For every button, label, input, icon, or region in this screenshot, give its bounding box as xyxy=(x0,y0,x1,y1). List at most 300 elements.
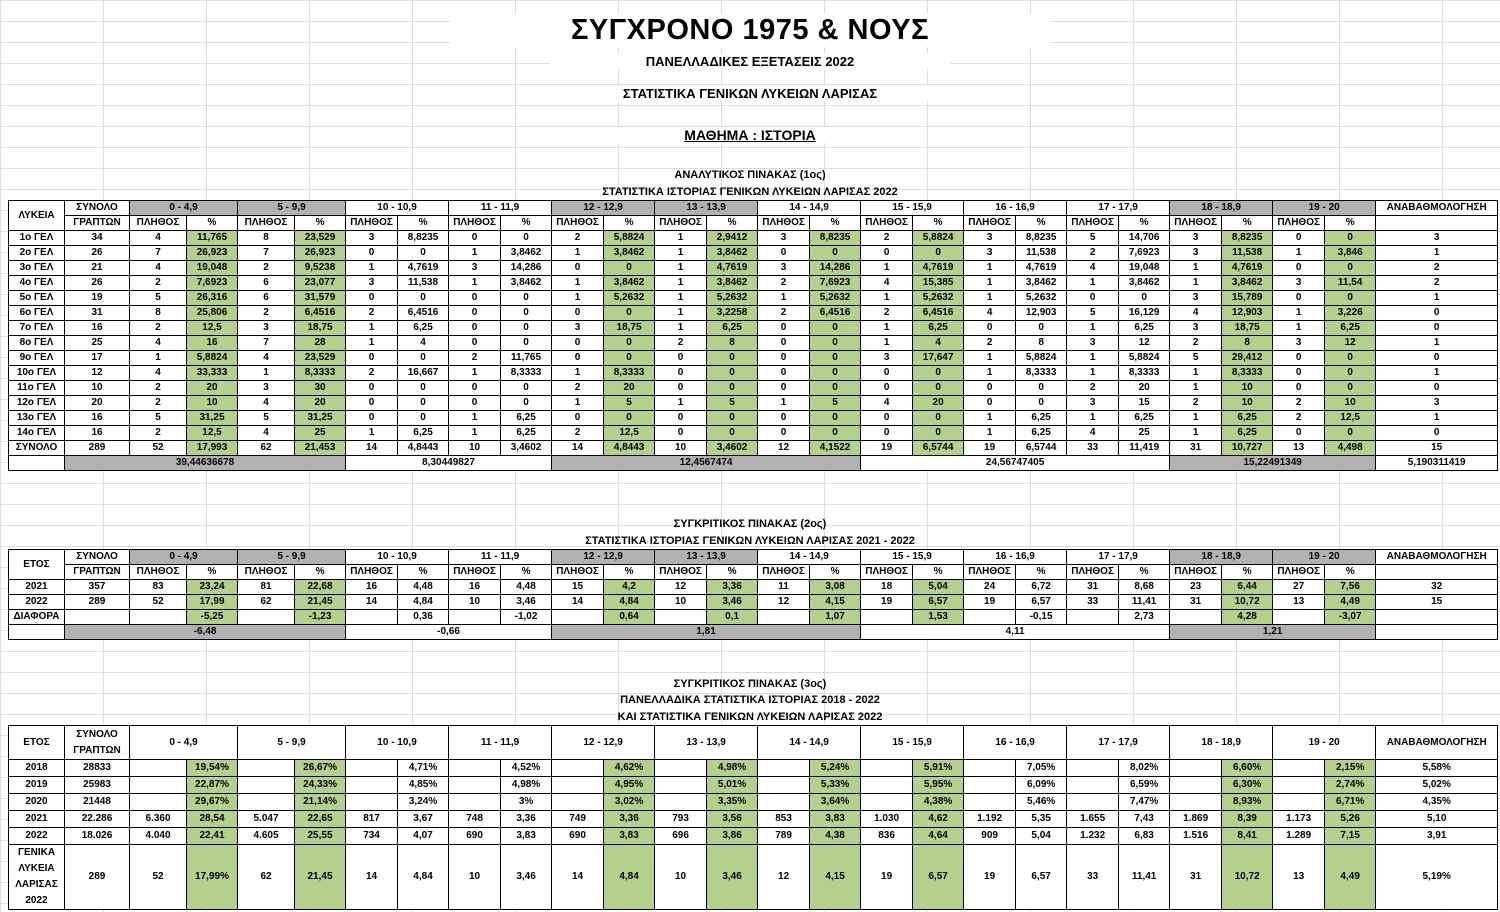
pct-cell: 3,67 xyxy=(398,811,449,828)
count-header: ΠΛΗΘΟΣ xyxy=(861,565,913,580)
count-cell: 10 xyxy=(449,441,501,456)
pct-cell: 8,3333 xyxy=(1016,366,1067,381)
blank-cell xyxy=(655,610,707,625)
count-cell: 0 xyxy=(552,411,604,426)
range-header: 17 - 17,9 xyxy=(1067,550,1170,565)
count-cell: 10 xyxy=(655,595,707,610)
pct-cell: 6,44 xyxy=(1222,580,1273,595)
pct-cell: 12 xyxy=(1325,336,1376,351)
count-header: ΠΛΗΘΟΣ xyxy=(346,565,398,580)
comparison-table-2021-2022 xyxy=(8,549,1498,640)
count-cell: 690 xyxy=(449,828,501,845)
count-cell: 8 xyxy=(130,306,187,321)
count-cell: 2 xyxy=(758,306,810,321)
table-row xyxy=(9,595,1498,610)
count-cell: 0 xyxy=(449,291,501,306)
pct-cell: 6,4516 xyxy=(295,306,346,321)
pct-cell: 0 xyxy=(1325,426,1376,441)
total-cell: 289 xyxy=(65,845,130,910)
count-cell xyxy=(449,760,501,777)
subheader-row xyxy=(9,565,1498,580)
total-header xyxy=(65,726,130,760)
count-cell: 4 xyxy=(130,231,187,246)
count-cell: 10 xyxy=(655,845,707,910)
count-cell: 1 xyxy=(655,321,707,336)
total-header-l2: ΓΡΑΠΤΩΝ xyxy=(65,216,130,231)
pct-cell: 6,25 xyxy=(501,426,552,441)
pct-cell: 5 xyxy=(810,396,861,411)
count-cell: 1 xyxy=(758,291,810,306)
pct-cell: 0 xyxy=(604,336,655,351)
count-cell: 12 xyxy=(758,441,810,456)
pct-cell: 4,8443 xyxy=(604,441,655,456)
pct-cell: 4,48 xyxy=(501,580,552,595)
range-header: 18 - 18,9 xyxy=(1170,726,1273,760)
pct-cell: 14,706 xyxy=(1119,231,1170,246)
table-row xyxy=(9,396,1498,411)
count-cell: 5 xyxy=(238,411,295,426)
count-cell: 3 xyxy=(1170,231,1222,246)
pct-cell: 10 xyxy=(1325,396,1376,411)
pct-cell: 0 xyxy=(501,336,552,351)
pct-header: % xyxy=(295,216,346,231)
pct-cell: 0 xyxy=(810,381,861,396)
reassess-cell: 0 xyxy=(1376,381,1498,396)
count-header: ΠΛΗΘΟΣ xyxy=(552,565,604,580)
pct-cell: 4,2 xyxy=(604,580,655,595)
row-label: 2022 xyxy=(9,595,65,610)
pct-cell: 4,7619 xyxy=(707,261,758,276)
pct-cell: 4,15 xyxy=(810,595,861,610)
count-header: ΠΛΗΘΟΣ xyxy=(238,216,295,231)
pct-cell: 0 xyxy=(1016,396,1067,411)
pct-cell: 0 xyxy=(810,426,861,441)
table-row xyxy=(9,246,1498,261)
pct-cell: 4,62% xyxy=(604,760,655,777)
count-cell xyxy=(1067,760,1119,777)
pct-cell: 3,02% xyxy=(604,794,655,811)
range-header: 18 - 18,9 xyxy=(1170,201,1273,216)
exam-subtitle: ΠΑΝΕΛΛΑΔΙΚΕΣ ΕΞΕΤΑΣΕΙΣ 2022 xyxy=(550,54,950,69)
pct-cell: 3,36 xyxy=(501,811,552,828)
blank-cell xyxy=(346,610,398,625)
count-cell: 2 xyxy=(130,381,187,396)
pct-cell: 3,8462 xyxy=(1222,276,1273,291)
count-cell xyxy=(449,777,501,794)
count-cell: 1 xyxy=(346,336,398,351)
count-cell: 0 xyxy=(861,426,913,441)
count-header: ΠΛΗΘΟΣ xyxy=(655,565,707,580)
pct-cell: 3,846 xyxy=(1325,246,1376,261)
summary-blank xyxy=(9,456,65,471)
pct-cell: 5 xyxy=(707,396,758,411)
table-row xyxy=(9,336,1498,351)
count-cell: 3 xyxy=(758,231,810,246)
pct-cell: 6,5744 xyxy=(913,441,964,456)
count-cell: 0 xyxy=(552,261,604,276)
summary-row xyxy=(9,625,1498,640)
count-cell: 1 xyxy=(1067,276,1119,291)
count-cell: 10 xyxy=(449,845,501,910)
count-cell: 0 xyxy=(861,366,913,381)
summary-cell: 4,11 xyxy=(861,625,1170,640)
pct-cell: 14,286 xyxy=(501,261,552,276)
count-header: ΠΛΗΘΟΣ xyxy=(861,216,913,231)
table-row xyxy=(9,276,1498,291)
pct-header: % xyxy=(1119,565,1170,580)
count-cell: 0 xyxy=(1273,366,1325,381)
pct-cell: 4,98% xyxy=(501,777,552,794)
pct-cell: 31,579 xyxy=(295,291,346,306)
total-cell: 16 xyxy=(65,411,130,426)
count-cell: 4 xyxy=(238,351,295,366)
count-cell xyxy=(449,794,501,811)
count-cell: 836 xyxy=(861,828,913,845)
pct-header: % xyxy=(1222,216,1273,231)
row-label: 3ο ΓΕΛ xyxy=(9,261,65,276)
row-label: 6ο ΓΕΛ xyxy=(9,306,65,321)
count-cell: 1 xyxy=(346,261,398,276)
total-header-l2: ΓΡΑΠΤΩΝ xyxy=(65,565,130,580)
pct-cell: 3,64% xyxy=(810,794,861,811)
row-label: ΣΥΝΟΛΟ xyxy=(9,441,65,456)
count-cell: 0 xyxy=(346,291,398,306)
reassess-cell: 3,91 xyxy=(1376,828,1498,845)
pct-cell: 16,667 xyxy=(398,366,449,381)
pct-cell: 6,83 xyxy=(1119,828,1170,845)
pct-cell: 8,8235 xyxy=(1016,231,1067,246)
count-cell: 0 xyxy=(758,411,810,426)
pct-cell: 0 xyxy=(501,381,552,396)
pct-cell: 24,33% xyxy=(295,777,346,794)
count-cell: 19 xyxy=(861,595,913,610)
count-cell: 3 xyxy=(449,261,501,276)
pct-cell: 0 xyxy=(398,381,449,396)
pct-cell: 8 xyxy=(1016,336,1067,351)
table3-caption2: ΠΑΝΕΛΛΑΔΙΚΑ ΣΤΑΤΙΣΤΙΚΑ ΙΣΤΟΡΙΑΣ 2018 - 2022 xyxy=(620,694,880,706)
summary-cell: 8,30449827 xyxy=(346,456,552,471)
pct-cell: 5,2632 xyxy=(913,291,964,306)
count-cell: 2 xyxy=(758,276,810,291)
diff-cell: -0,15 xyxy=(1016,610,1067,625)
pct-cell: 21,453 xyxy=(295,441,346,456)
blank-cell xyxy=(130,610,187,625)
pct-cell: 3,46 xyxy=(707,595,758,610)
count-cell xyxy=(964,794,1016,811)
reassess-cell: 5,58% xyxy=(1376,760,1498,777)
pct-cell: 3,08 xyxy=(810,580,861,595)
reassess-cell: 1 xyxy=(1376,336,1498,351)
count-cell: 3 xyxy=(238,321,295,336)
pct-cell: 3,83 xyxy=(604,828,655,845)
pct-cell: 4,7619 xyxy=(1222,261,1273,276)
range-header: 19 - 20 xyxy=(1273,726,1376,760)
pct-cell: 12,5 xyxy=(604,426,655,441)
pct-cell: 11,41 xyxy=(1119,595,1170,610)
pct-header: % xyxy=(501,565,552,580)
subheader-row xyxy=(9,216,1498,231)
pct-cell: 5,8824 xyxy=(1119,351,1170,366)
pct-cell: 0 xyxy=(913,426,964,441)
blank-cell xyxy=(1273,610,1325,625)
count-cell: 14 xyxy=(346,595,398,610)
count-header: ΠΛΗΘΟΣ xyxy=(1067,565,1119,580)
count-cell xyxy=(1170,777,1222,794)
pct-cell: 5,8824 xyxy=(187,351,238,366)
count-cell: 0 xyxy=(758,366,810,381)
count-header: ΠΛΗΘΟΣ xyxy=(964,565,1016,580)
count-cell: 5 xyxy=(1067,306,1119,321)
pct-header: % xyxy=(810,565,861,580)
count-cell: 3 xyxy=(1170,321,1222,336)
range-header: 15 - 15,9 xyxy=(861,201,964,216)
range-header: 0 - 4,9 xyxy=(130,726,238,760)
count-cell: 83 xyxy=(130,580,187,595)
count-cell: 1 xyxy=(964,426,1016,441)
blank-cell xyxy=(861,610,913,625)
count-cell: 1 xyxy=(449,246,501,261)
count-cell: 3 xyxy=(1273,276,1325,291)
count-cell: 3 xyxy=(964,231,1016,246)
count-cell: 1 xyxy=(964,351,1016,366)
pct-header: % xyxy=(1222,565,1273,580)
count-cell: 0 xyxy=(861,411,913,426)
count-cell: 0 xyxy=(655,426,707,441)
pct-cell: 30 xyxy=(295,381,346,396)
diff-cell: 0,64 xyxy=(604,610,655,625)
count-cell: 2 xyxy=(1170,336,1222,351)
count-cell: 16 xyxy=(346,580,398,595)
reassess-header: ΑΝΑΒΑΘΜΟΛΟΓΗΣΗ xyxy=(1376,726,1498,760)
range-header: 10 - 10,9 xyxy=(346,726,449,760)
count-cell: 19 xyxy=(964,441,1016,456)
total-cell: 21 xyxy=(65,261,130,276)
pct-cell: 7,6923 xyxy=(810,276,861,291)
range-header: 0 - 4,9 xyxy=(130,550,238,565)
count-cell: 19 xyxy=(861,441,913,456)
total-cell: 28833 xyxy=(65,760,130,777)
pct-cell: 3,8462 xyxy=(501,276,552,291)
count-cell: 2 xyxy=(346,306,398,321)
pct-cell: 3,56 xyxy=(707,811,758,828)
count-cell: 4 xyxy=(130,366,187,381)
pct-header: % xyxy=(1325,216,1376,231)
table-row xyxy=(9,426,1498,441)
count-cell: 33 xyxy=(1067,595,1119,610)
count-cell: 1 xyxy=(238,366,295,381)
row-label: ΓΕΝΙΚΑ ΛΥΚΕΙΑ ΛΑΡΙΣΑΣ 2022 xyxy=(9,845,65,910)
pct-cell: 5,26 xyxy=(1325,811,1376,828)
pct-cell: 6,30% xyxy=(1222,777,1273,794)
total-cell: 289 xyxy=(65,441,130,456)
count-cell: 1 xyxy=(861,291,913,306)
blank-cell xyxy=(1067,610,1119,625)
pct-cell: 20 xyxy=(187,381,238,396)
row-label: 12ο ΓΕΛ xyxy=(9,396,65,411)
blank-cell xyxy=(238,610,295,625)
blank-cell xyxy=(449,610,501,625)
pct-header: % xyxy=(398,216,449,231)
pct-cell: 0 xyxy=(913,246,964,261)
pct-cell: 6,25 xyxy=(1325,321,1376,336)
count-cell: 2 xyxy=(1067,246,1119,261)
pct-cell: 18,75 xyxy=(295,321,346,336)
count-cell: 7 xyxy=(238,336,295,351)
pct-cell: 3,83 xyxy=(810,811,861,828)
count-cell: 2 xyxy=(1273,411,1325,426)
pct-cell: 8,3333 xyxy=(1119,366,1170,381)
pct-cell: 16,129 xyxy=(1119,306,1170,321)
pct-cell: 5,24% xyxy=(810,760,861,777)
pct-cell: 12,5 xyxy=(187,321,238,336)
pct-header: % xyxy=(1016,216,1067,231)
pct-cell: 3,36 xyxy=(604,811,655,828)
row-label: ΔΙΑΦΟΡΑ xyxy=(9,610,65,625)
count-cell: 0 xyxy=(758,351,810,366)
count-cell: 748 xyxy=(449,811,501,828)
count-cell: 2 xyxy=(130,321,187,336)
count-header: ΠΛΗΘΟΣ xyxy=(1170,216,1222,231)
pct-cell: 26,923 xyxy=(295,246,346,261)
range-header: 13 - 13,9 xyxy=(655,201,758,216)
total-cell: 289 xyxy=(65,595,130,610)
pct-cell: 5,01% xyxy=(707,777,758,794)
pct-cell: 3,35% xyxy=(707,794,758,811)
count-cell: 0 xyxy=(1273,426,1325,441)
summary-blank xyxy=(9,625,65,640)
pct-cell: 4 xyxy=(398,336,449,351)
count-cell: 14 xyxy=(552,845,604,910)
count-cell: 14 xyxy=(346,441,398,456)
count-cell: 1 xyxy=(1273,246,1325,261)
count-cell: 4 xyxy=(238,426,295,441)
count-cell: 1 xyxy=(964,411,1016,426)
pct-header: % xyxy=(810,216,861,231)
pct-cell: 3,8462 xyxy=(604,276,655,291)
pct-cell: 21,45 xyxy=(295,845,346,910)
count-cell: 12 xyxy=(758,595,810,610)
count-cell: 0 xyxy=(449,231,501,246)
pct-cell: 3,36 xyxy=(707,580,758,595)
pct-cell: 0 xyxy=(398,246,449,261)
pct-cell: 6,4516 xyxy=(913,306,964,321)
pct-cell: 8,3333 xyxy=(501,366,552,381)
table1-caption2: ΣΤΑΤΙΣΤΙΚΑ ΙΣΤΟΡΙΑΣ ΓΕΝΙΚΩΝ ΛΥΚΕΙΩΝ ΛΑΡΙΣΑΣ 2022 xyxy=(602,186,898,198)
range-header: 5 - 9,9 xyxy=(238,550,346,565)
pct-cell: 11,419 xyxy=(1119,441,1170,456)
table2-caption1: ΣΥΓΚΡΙΤΙΚΟΣ ΠΙΝΑΚΑΣ (2ος) xyxy=(673,518,827,530)
count-header: ΠΛΗΘΟΣ xyxy=(346,216,398,231)
count-cell: 10 xyxy=(655,441,707,456)
count-cell: 1 xyxy=(552,291,604,306)
pct-cell: 3,46 xyxy=(501,595,552,610)
pct-cell: 0 xyxy=(1016,321,1067,336)
pct-cell: 4,84 xyxy=(398,595,449,610)
count-cell: 1 xyxy=(1067,411,1119,426)
pct-cell: 15,385 xyxy=(913,276,964,291)
pct-cell: 25 xyxy=(1119,426,1170,441)
pct-cell: 3,46 xyxy=(501,845,552,910)
pct-cell: 5,95% xyxy=(913,777,964,794)
count-cell xyxy=(758,777,810,794)
count-cell xyxy=(861,794,913,811)
pct-cell: 6,25 xyxy=(707,321,758,336)
total-cell xyxy=(65,610,130,625)
pct-cell: 22,68 xyxy=(295,580,346,595)
count-cell xyxy=(655,794,707,811)
total-cell: 31 xyxy=(65,306,130,321)
range-header: 18 - 18,9 xyxy=(1170,550,1273,565)
count-cell: 2 xyxy=(861,231,913,246)
count-cell xyxy=(1273,794,1325,811)
count-cell: 1 xyxy=(964,291,1016,306)
count-cell: 33 xyxy=(1067,441,1119,456)
pct-cell: 7,6923 xyxy=(187,276,238,291)
pct-cell: 23,24 xyxy=(187,580,238,595)
count-cell: 1 xyxy=(655,261,707,276)
pct-cell: 22,41 xyxy=(187,828,238,845)
count-cell xyxy=(1170,794,1222,811)
pct-cell: 0 xyxy=(810,351,861,366)
range-header: 5 - 9,9 xyxy=(238,726,346,760)
pct-cell: 5,8824 xyxy=(604,231,655,246)
count-cell: 2 xyxy=(1170,396,1222,411)
count-cell xyxy=(346,794,398,811)
table-row xyxy=(9,351,1498,366)
pct-cell: 8 xyxy=(1222,336,1273,351)
row-label: 14ο ΓΕΛ xyxy=(9,426,65,441)
count-header: ΠΛΗΘΟΣ xyxy=(758,216,810,231)
count-cell: 1 xyxy=(1170,276,1222,291)
count-cell: 1 xyxy=(964,276,1016,291)
pct-cell: 6,25 xyxy=(1016,426,1067,441)
count-cell xyxy=(552,760,604,777)
count-cell: 1 xyxy=(861,261,913,276)
row-label: 2021 xyxy=(9,580,65,595)
count-cell: 31 xyxy=(1170,441,1222,456)
count-cell: 31 xyxy=(1067,580,1119,595)
pct-cell: 0 xyxy=(707,426,758,441)
range-header: 14 - 14,9 xyxy=(758,201,861,216)
count-cell: 4 xyxy=(238,396,295,411)
row-label: 7ο ΓΕΛ xyxy=(9,321,65,336)
pct-cell: 10 xyxy=(1222,396,1273,411)
pct-cell: 14,286 xyxy=(810,261,861,276)
range-header: 17 - 17,9 xyxy=(1067,726,1170,760)
pct-cell: 9,5238 xyxy=(295,261,346,276)
pct-cell: 4,98% xyxy=(707,760,758,777)
pct-cell: 6,57 xyxy=(1016,845,1067,910)
count-cell: 2 xyxy=(552,426,604,441)
count-cell: 3 xyxy=(861,351,913,366)
count-cell: 0 xyxy=(449,321,501,336)
pct-cell: 28 xyxy=(295,336,346,351)
reassess-cell: 2 xyxy=(1376,276,1498,291)
row-header: ΕΤΟΣ xyxy=(9,726,65,760)
pct-cell: 3,83 xyxy=(501,828,552,845)
count-cell: 2 xyxy=(130,396,187,411)
pct-cell: 0 xyxy=(398,396,449,411)
reassess-cell: 1 xyxy=(1376,291,1498,306)
pct-cell: 7,05% xyxy=(1016,760,1067,777)
reassess-cell: 3 xyxy=(1376,396,1498,411)
reassess-cell: 1 xyxy=(1376,411,1498,426)
count-cell: 0 xyxy=(758,321,810,336)
summary-cell: 5,190311419 xyxy=(1376,456,1498,471)
count-cell xyxy=(130,777,187,794)
reassess-cell: 0 xyxy=(1376,306,1498,321)
pct-cell: 6,25 xyxy=(1119,411,1170,426)
